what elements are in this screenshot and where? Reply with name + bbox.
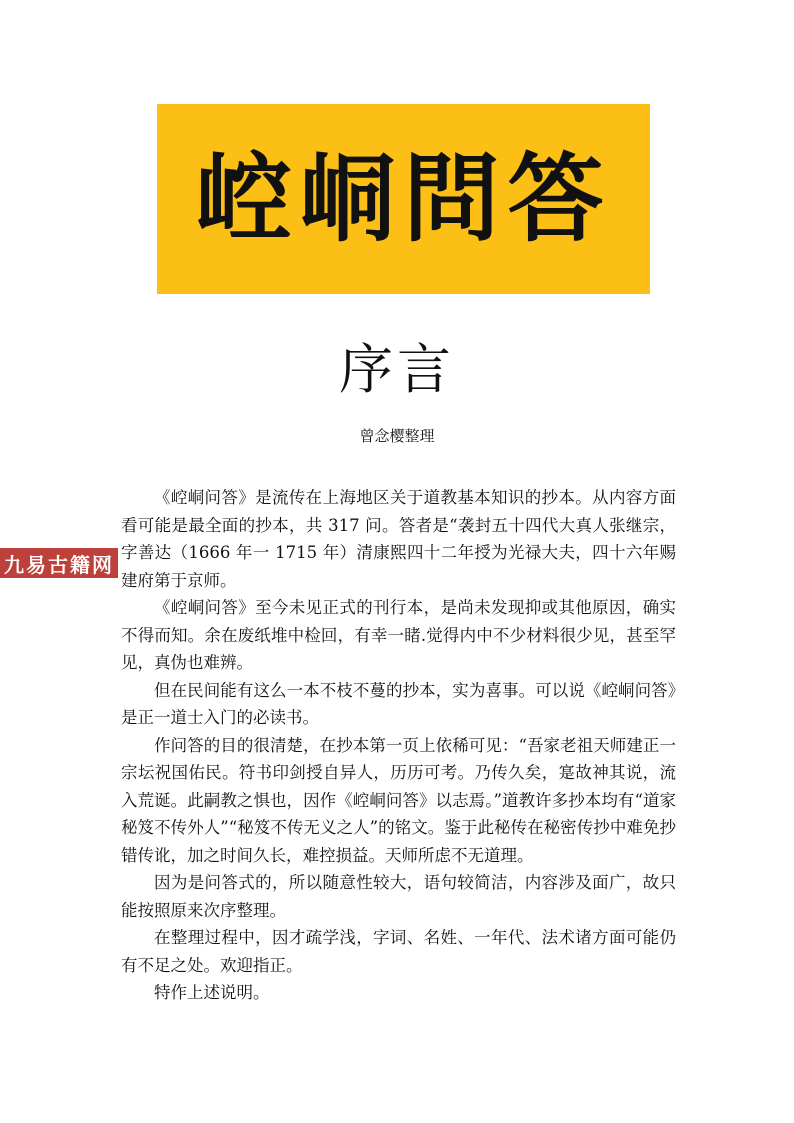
title-banner (157, 104, 650, 294)
paragraph: 在整理过程中，因才疏学浅，字词、名姓、一年代、法术诸方面可能仍有不足之处。欢迎指正。 (121, 928, 676, 975)
editor-credit: 曾念樱整理 (359, 427, 435, 445)
paragraph: 但在民间能有这么一本不枝不蔓的抄本，实为喜事。可以说《崆峒问答》是正一道士入门的必读书。 (121, 680, 676, 727)
paragraph: 《崆峒问答》是流传在上海地区关于道教基本知识的抄本。从内容方面看可能是最全面的抄本，共 317 问。答者是“袭封五十四代大真人张继宗，字善达（1666 年一 1715 年）清康熙四十二年授为光禄大夫，四十六年赐建府第于京师。 (121, 488, 676, 590)
watermark-badge: 九易古籍网 (0, 548, 118, 578)
paragraph: 因为是问答式的，所以随意性较大，语句较简洁，内容涉及面广，故只能按照原来次序整理。 (121, 873, 676, 920)
paragraph: 作问答的目的很清楚，在抄本第一页上依稀可见：“吾家老祖天师建正一宗坛祝国佑民。符书印剑授自异人，历历可考。乃传久矣，寔故神其说，流入荒诞。此嗣教之惧也，因作《崆峒问答》以志焉。”道教许多抄本均有“道家秘笈不传外人”“秘笈不传无义之人”的铭文。鉴于此秘传在秘密传抄中难免抄错传讹，加之时间久长，难控损益。天师所虑不无道理。 (121, 735, 676, 865)
section-title: 序言 (339, 338, 455, 401)
paragraph: 特作上述说明。 (154, 983, 270, 1002)
preface-body (121, 484, 676, 1007)
book-title: 崆峒問答 (195, 143, 612, 255)
paragraph: 《崆峒问答》至今未见正式的刊行本，是尚未发现抑或其他原因，确实不得而知。余在废纸堆中检回，有幸一睹.觉得内中不少材料很少见，甚至罕见，真伪也难辨。 (121, 598, 676, 672)
